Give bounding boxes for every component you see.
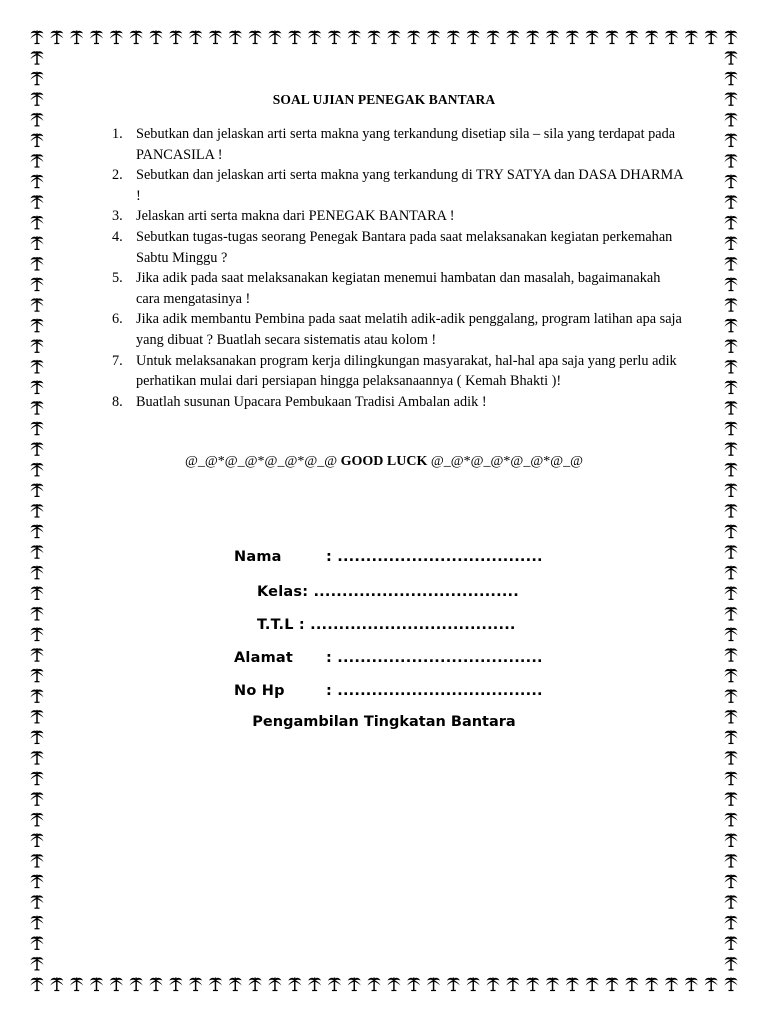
palm-tree-icon <box>725 545 738 558</box>
question-item <box>112 165 687 206</box>
question-item <box>112 227 687 268</box>
question-text: Jelaskan arti serta makna dari PENEGAK BANTARA ! <box>136 208 455 225</box>
palm-tree-icon <box>506 978 519 991</box>
palm-tree-icon <box>566 31 579 44</box>
palm-tree-icon <box>725 257 738 270</box>
palm-tree-icon <box>586 978 599 991</box>
palm-tree-icon <box>31 875 44 888</box>
palm-tree-icon <box>31 813 44 826</box>
palm-tree-icon <box>130 31 143 44</box>
footer-note: Pengambilan Tingkatan Bantara <box>252 714 516 730</box>
palm-tree-icon <box>31 113 44 126</box>
question-item <box>112 392 687 413</box>
palm-tree-icon <box>31 895 44 908</box>
question-number: 5. <box>112 270 123 287</box>
palm-tree-icon <box>328 978 341 991</box>
palm-tree-icon <box>725 916 738 929</box>
palm-tree-icon <box>526 978 539 991</box>
ttl-label: T.T.L <box>257 617 294 633</box>
palm-tree-icon <box>31 772 44 785</box>
palm-tree-icon <box>606 978 619 991</box>
palm-tree-icon <box>645 31 658 44</box>
palm-tree-icon <box>348 978 361 991</box>
question-number: 1. <box>112 126 123 142</box>
form-row-alamat <box>234 650 543 666</box>
palm-tree-icon <box>31 72 44 85</box>
palm-tree-icon <box>725 195 738 208</box>
palm-tree-icon <box>725 319 738 332</box>
palm-tree-icon <box>31 216 44 229</box>
palm-tree-icon <box>31 792 44 805</box>
palm-tree-icon <box>705 978 718 991</box>
palm-tree-icon <box>427 978 440 991</box>
palm-tree-icon <box>725 875 738 888</box>
palm-tree-icon <box>31 854 44 867</box>
palm-tree-icon <box>725 648 738 661</box>
palm-tree-icon <box>665 31 678 44</box>
palm-tree-icon <box>387 978 400 991</box>
palm-tree-icon <box>110 31 123 44</box>
palm-tree-icon <box>288 978 301 991</box>
palm-tree-icon <box>31 978 44 991</box>
palm-tree-icon <box>31 51 44 64</box>
palm-tree-icon <box>725 72 738 85</box>
palm-tree-icon <box>447 31 460 44</box>
form-row-kelas <box>257 584 519 600</box>
palm-tree-icon <box>467 978 480 991</box>
palm-tree-icon <box>31 133 44 146</box>
palm-tree-icon <box>467 31 480 44</box>
palm-tree-icon <box>725 525 738 538</box>
palm-tree-icon <box>725 978 738 991</box>
palm-tree-icon <box>31 195 44 208</box>
palm-tree-icon <box>705 31 718 44</box>
question-item <box>112 124 687 165</box>
palm-tree-icon <box>348 31 361 44</box>
palm-tree-icon <box>268 978 281 991</box>
good-luck-text: GOOD LUCK <box>340 454 428 469</box>
palm-tree-icon <box>31 648 44 661</box>
alamat-field: : .................................... <box>326 650 543 666</box>
palm-tree-icon <box>606 31 619 44</box>
palm-tree-icon <box>169 978 182 991</box>
question-text: Jika adik membantu Pembina pada saat melatih adik-adik penggalang, program latihan apa saja yang dibuat ? Buatlah secara sistematis atau kolom ! <box>136 311 682 348</box>
palm-tree-icon <box>50 978 63 991</box>
palm-tree-icon <box>387 31 400 44</box>
palm-tree-icon <box>130 978 143 991</box>
palm-tree-icon <box>149 978 162 991</box>
palm-tree-icon <box>665 978 678 991</box>
palm-tree-icon <box>368 31 381 44</box>
question-text: Jika adik pada saat melaksanakan kegiatan menemui hambatan dan masalah, bagaimanakah cara mengatasinya ! <box>136 270 661 307</box>
palm-tree-icon <box>110 978 123 991</box>
palm-tree-icon <box>31 689 44 702</box>
palm-tree-icon <box>725 298 738 311</box>
palm-tree-icon <box>487 978 500 991</box>
palm-tree-icon <box>149 31 162 44</box>
nohp-label: No Hp <box>234 683 285 699</box>
palm-tree-icon <box>725 669 738 682</box>
palm-tree-icon <box>725 133 738 146</box>
palm-tree-icon <box>725 628 738 641</box>
palm-tree-icon <box>70 978 83 991</box>
kelas-label: Kelas <box>257 584 303 600</box>
palm-tree-icon <box>308 978 321 991</box>
ttl-field: : .................................... <box>298 617 516 633</box>
palm-tree-icon <box>31 833 44 846</box>
palm-tree-icon <box>31 504 44 517</box>
palm-tree-icon <box>31 730 44 743</box>
palm-tree-icon <box>50 31 63 44</box>
palm-tree-icon <box>725 957 738 970</box>
question-text: Untuk melaksanakan program kerja dilingkungan masyarakat, hal-hal apa saja yang perlu adik perhatikan mulai dari persiapan hingga pelaksanaannya ( Kemah Bhakti )! <box>136 352 677 390</box>
palm-tree-icon <box>685 978 698 991</box>
question-text: Sebutkan dan jelaskan arti serta makna yang terkandung disetiap sila – sila yang terdapat pada PANCASILA ! <box>136 126 676 163</box>
palm-tree-icon <box>90 978 103 991</box>
palm-tree-icon <box>625 978 638 991</box>
palm-tree-icon <box>31 669 44 682</box>
palm-tree-icon <box>725 339 738 352</box>
question-number: 7. <box>112 352 123 369</box>
palm-tree-icon <box>725 895 738 908</box>
palm-tree-icon <box>447 978 460 991</box>
palm-tree-icon <box>725 792 738 805</box>
palm-tree-icon <box>725 51 738 64</box>
good-luck-decoration-right: @_@*@_@*@_@*@_@ <box>430 454 583 469</box>
palm-tree-icon <box>31 525 44 538</box>
palm-tree-icon <box>725 422 738 435</box>
question-number: 3. <box>112 208 123 225</box>
form-row-nama <box>234 549 543 565</box>
question-number: 2. <box>112 167 123 184</box>
palm-tree-icon <box>31 154 44 167</box>
palm-tree-icon <box>526 31 539 44</box>
palm-tree-icon <box>725 936 738 949</box>
question-item <box>112 309 687 350</box>
palm-tree-icon <box>31 31 44 44</box>
palm-tree-icon <box>725 730 738 743</box>
palm-tree-icon <box>566 978 579 991</box>
palm-tree-icon <box>586 31 599 44</box>
palm-tree-icon <box>725 483 738 496</box>
palm-tree-icon <box>209 31 222 44</box>
palm-tree-icon <box>70 31 83 44</box>
palm-tree-icon <box>368 978 381 991</box>
palm-tree-icon <box>31 319 44 332</box>
palm-tree-icon <box>725 154 738 167</box>
palm-tree-icon <box>725 278 738 291</box>
palm-tree-icon <box>31 339 44 352</box>
palm-tree-icon <box>725 751 738 764</box>
question-item <box>112 206 687 227</box>
palm-tree-icon <box>249 31 262 44</box>
palm-tree-icon <box>288 31 301 44</box>
question-item <box>112 268 687 309</box>
palm-tree-icon <box>725 772 738 785</box>
nama-label: Nama <box>234 549 282 565</box>
palm-tree-icon <box>725 401 738 414</box>
palm-tree-icon <box>31 607 44 620</box>
palm-tree-icon <box>725 607 738 620</box>
palm-tree-icon <box>506 31 519 44</box>
palm-tree-icon <box>308 31 321 44</box>
palm-tree-icon <box>229 978 242 991</box>
palm-tree-icon <box>725 380 738 393</box>
palm-tree-icon <box>31 936 44 949</box>
question-number: 8. <box>112 393 123 410</box>
palm-tree-icon <box>268 31 281 44</box>
alamat-label: Alamat <box>234 650 294 666</box>
palm-tree-icon <box>31 360 44 373</box>
palm-tree-icon <box>31 278 44 291</box>
palm-tree-icon <box>209 978 222 991</box>
palm-tree-icon <box>407 31 420 44</box>
palm-tree-icon <box>625 31 638 44</box>
good-luck-decoration-left: @_@*@_@*@_@*@_@ <box>184 454 338 469</box>
palm-tree-icon <box>31 628 44 641</box>
palm-tree-icon <box>31 957 44 970</box>
palm-tree-icon <box>249 978 262 991</box>
palm-tree-icon <box>31 257 44 270</box>
page-title: SOAL UJIAN PENEGAK BANTARA <box>272 92 496 107</box>
palm-tree-icon <box>31 545 44 558</box>
question-number: 6. <box>112 311 123 328</box>
question-text: Buatlah susunan Upacara Pembukaan Tradisi Ambalan adik ! <box>136 393 487 410</box>
nama-field: : .................................... <box>326 549 543 565</box>
palm-tree-icon <box>328 31 341 44</box>
nohp-field: : .................................... <box>326 683 543 699</box>
palm-tree-icon <box>725 689 738 702</box>
palm-tree-icon <box>725 31 738 44</box>
palm-tree-icon <box>31 751 44 764</box>
question-item <box>112 351 687 392</box>
palm-tree-icon <box>725 813 738 826</box>
palm-tree-icon <box>487 31 500 44</box>
palm-tree-icon <box>407 978 420 991</box>
palm-tree-icon <box>546 31 559 44</box>
palm-tree-icon <box>725 566 738 579</box>
palm-tree-icon <box>31 916 44 929</box>
palm-tree-icon <box>427 31 440 44</box>
palm-tree-icon <box>31 380 44 393</box>
form-row-ttl <box>257 617 516 633</box>
palm-tree-icon <box>31 236 44 249</box>
palm-tree-icon <box>31 586 44 599</box>
palm-tree-icon <box>31 298 44 311</box>
question-text: Sebutkan dan jelaskan arti serta makna yang terkandung di TRY SATYA dan DASA DHARMA ! <box>136 167 683 204</box>
palm-tree-icon <box>725 113 738 126</box>
palm-tree-icon <box>90 31 103 44</box>
palm-tree-icon <box>725 175 738 188</box>
good-luck-line <box>0 454 768 470</box>
palm-tree-icon <box>31 566 44 579</box>
palm-tree-icon <box>725 216 738 229</box>
palm-tree-icon <box>725 236 738 249</box>
palm-tree-icon <box>725 854 738 867</box>
palm-tree-icon <box>229 31 242 44</box>
palm-tree-icon <box>685 31 698 44</box>
form-row-nohp <box>234 683 543 699</box>
palm-tree-icon <box>189 978 202 991</box>
palm-tree-icon <box>31 422 44 435</box>
palm-tree-icon <box>31 175 44 188</box>
question-list <box>112 124 687 412</box>
palm-tree-icon <box>725 360 738 373</box>
palm-tree-icon <box>31 401 44 414</box>
palm-tree-icon <box>31 483 44 496</box>
palm-tree-icon <box>725 504 738 517</box>
question-number: 4. <box>112 228 123 245</box>
question-text: Sebutkan tugas-tugas seorang Penegak Bantara pada saat melaksanakan kegiatan perkemahan Sabtu Minggu ? <box>136 228 673 266</box>
palm-tree-icon <box>169 31 182 44</box>
palm-tree-icon <box>189 31 202 44</box>
palm-tree-icon <box>546 978 559 991</box>
kelas-field: : .................................... <box>302 584 519 600</box>
palm-tree-icon <box>645 978 658 991</box>
palm-tree-icon <box>725 586 738 599</box>
palm-tree-icon <box>725 833 738 846</box>
